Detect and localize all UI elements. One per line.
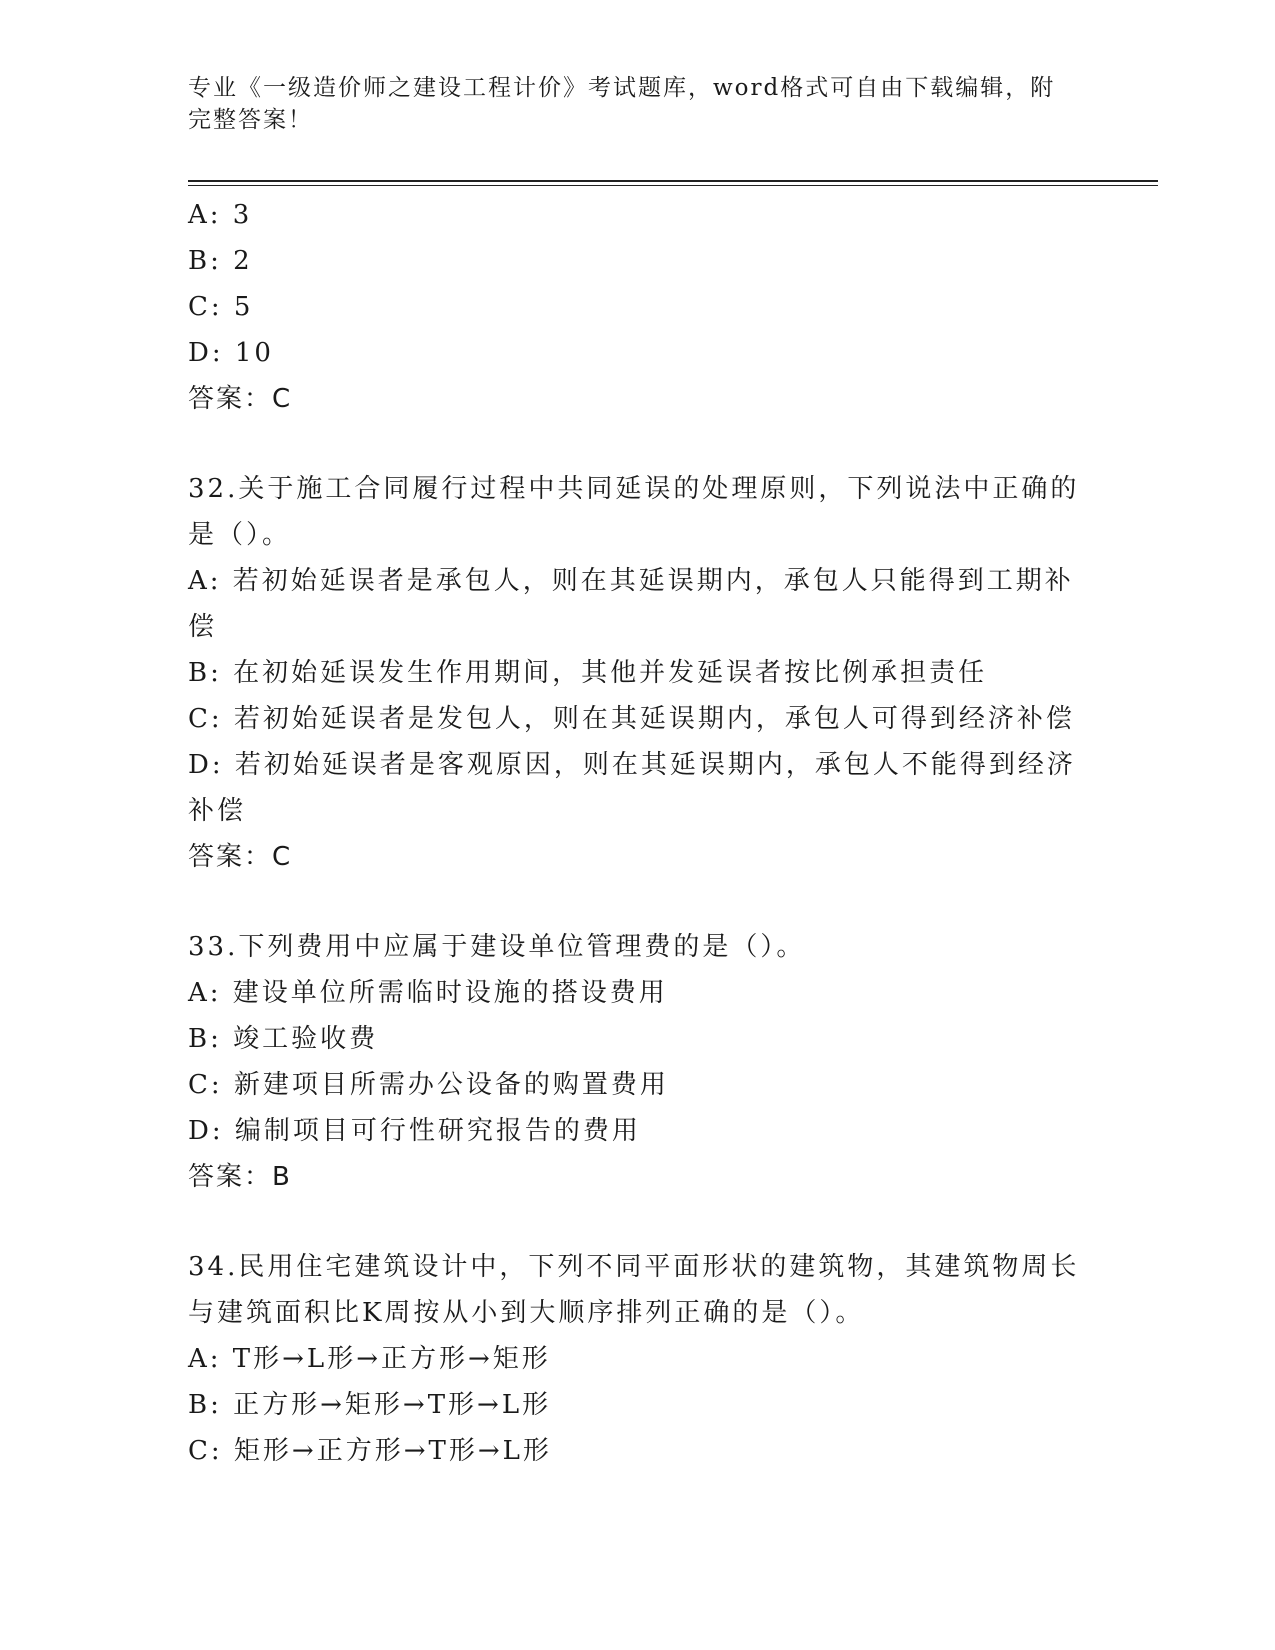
answer-line: 答案：B <box>188 1162 292 1192</box>
answer-line: 答案：C <box>188 384 293 414</box>
option-d: D: 编制项目可行性研究报告的费用 <box>188 1116 641 1146</box>
option-a: A: 3 <box>188 200 253 230</box>
header-divider <box>188 180 1158 186</box>
question-stem: 34.民用住宅建筑设计中，下列不同平面形状的建筑物，其建筑物周长与建筑面积比K周按从小到大顺序排列正确的是（）。 <box>188 1252 1080 1328</box>
option-c: C: 新建项目所需办公设备的购置费用 <box>188 1070 669 1100</box>
option-c: C: 若初始延误者是发包人，则在其延误期内，承包人可得到经济补偿 <box>188 704 1075 734</box>
prev-question <box>188 192 1088 422</box>
option-d: D: 若初始延误者是客观原因，则在其延误期内，承包人不能得到经济补偿 <box>188 750 1076 826</box>
question-stem: 32.关于施工合同履行过程中共同延误的处理原则，下列说法中正确的是（）。 <box>188 474 1080 550</box>
option-b: B: 正方形→矩形→T形→L形 <box>188 1390 552 1420</box>
option-a: A: 建设单位所需临时设施的搭设费用 <box>188 978 668 1008</box>
page-header: 专业《一级造价师之建设工程计价》考试题库，word格式可自由下载编辑，附完整答案！ <box>188 75 1056 133</box>
option-b: B: 在初始延误发生作用期间，其他并发延误者按比例承担责任 <box>188 658 988 688</box>
answer-line: 答案：C <box>188 842 293 872</box>
option-c: C: 矩形→正方形→T形→L形 <box>188 1436 552 1466</box>
question-32 <box>188 466 1088 880</box>
question-33 <box>188 924 1088 1200</box>
question-stem: 33.下列费用中应属于建设单位管理费的是（）。 <box>188 932 806 962</box>
option-b: B: 竣工验收费 <box>188 1024 379 1054</box>
option-c: C: 5 <box>188 292 254 322</box>
option-d: D: 10 <box>188 338 274 368</box>
option-a: A: T形→L形→正方形→矩形 <box>188 1344 551 1374</box>
option-b: B: 2 <box>188 246 253 276</box>
question-34 <box>188 1244 1088 1474</box>
question-list <box>188 192 1088 1474</box>
option-a: A: 若初始延误者是承包人，则在其延误期内，承包人只能得到工期补偿 <box>188 566 1074 642</box>
